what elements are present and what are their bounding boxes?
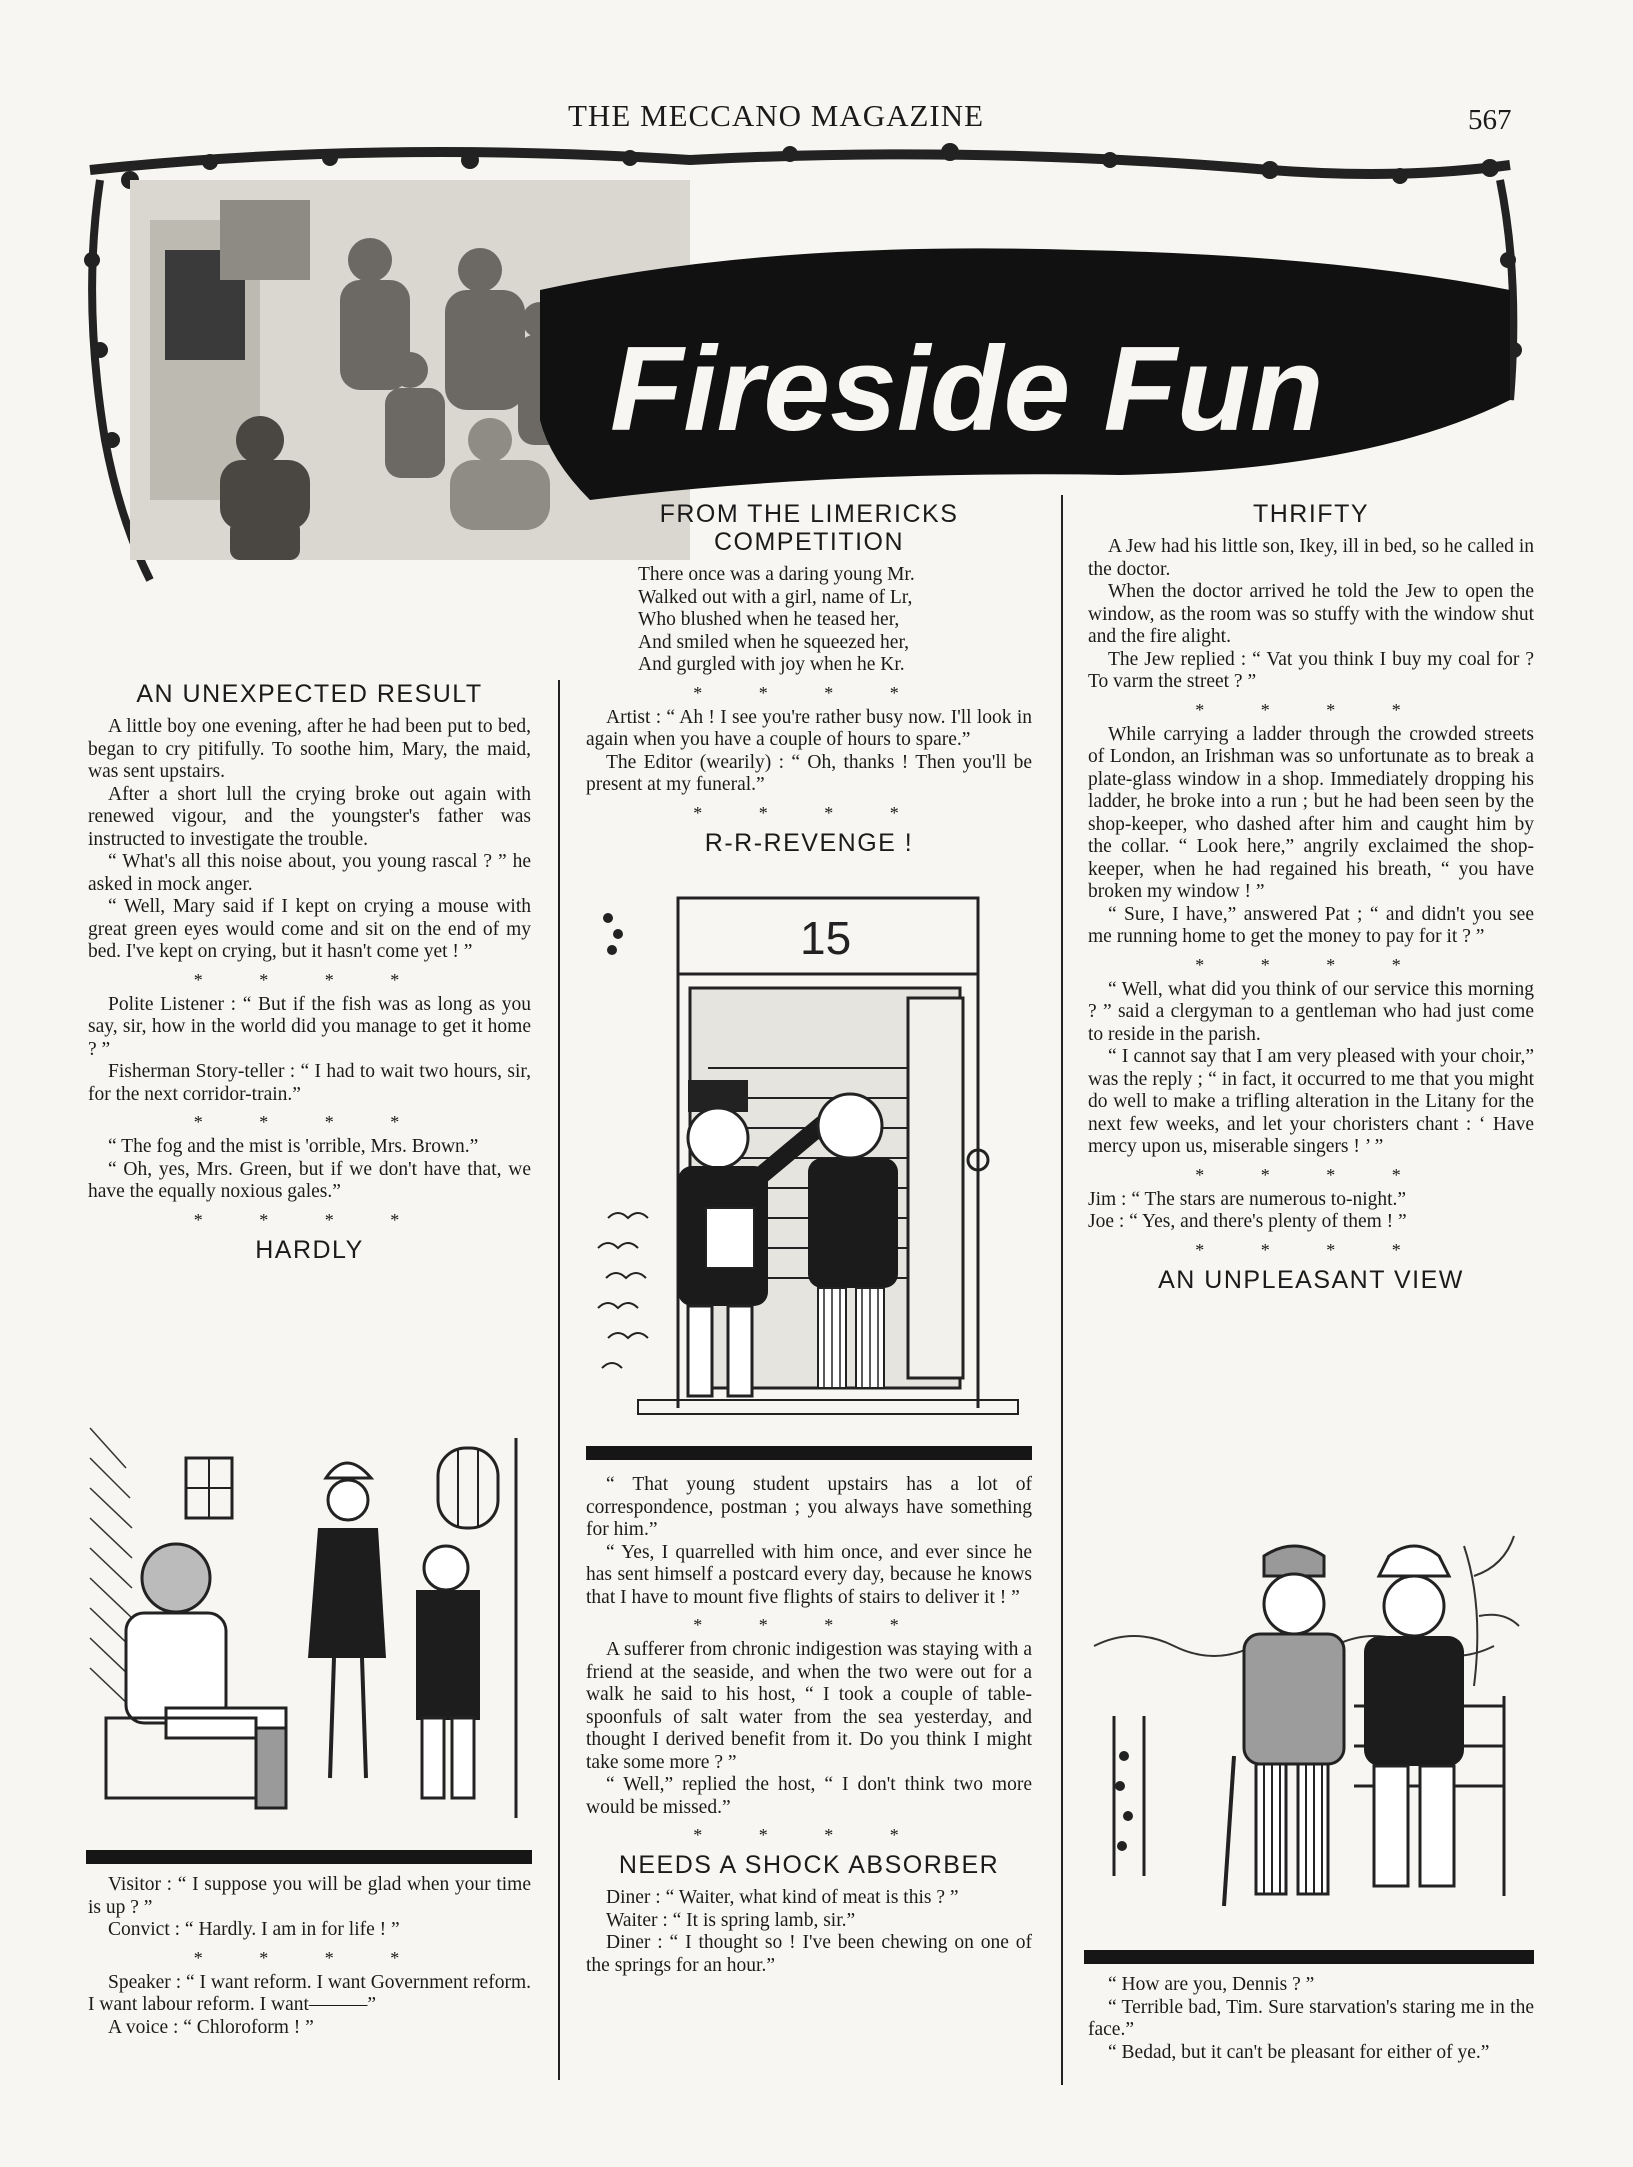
paragraph: Polite Listener : “ But if the fish was as long as you say, sir, how in the world did you manage to get it home ? ”	[88, 993, 531, 1060]
paragraph: When the doctor arrived he told the Jew to open the window, as the room was so stuffy with the window shut and the fire alight.	[1088, 581, 1534, 647]
section-separator: * * * *	[693, 802, 925, 823]
cartoon-caption-bar	[586, 1446, 1032, 1460]
paragraph: “ I cannot say that I am very pleased with your choir,” was the reply ; “ in fact, it occurred to me that you might do well to make a trifling alteration in the Litany for the next few weeks, and let your choristers chant : ‘ Have mercy upon us, miserable singers ! ’ ”	[1088, 1046, 1534, 1157]
paragraph: “ Yes, I quarrelled with him once, and ever since he has sent himself a postcard every day, because he knows that I have to mount five flights of stairs to deliver it ! ”	[586, 1541, 1032, 1608]
section-separator: * * * *	[193, 1947, 426, 1968]
paragraph: “ Well, what did you think of our service this morning ? ” said a clergyman to a gentleman who had just come to reside in the parish.	[1088, 978, 1534, 1045]
section-separator: * * * *	[193, 1112, 426, 1132]
limerick-verse	[586, 564, 1032, 677]
magazine-title: THE MECCANO MAGAZINE	[568, 98, 985, 133]
heading-hardly: HARDLY	[255, 1235, 364, 1264]
verse-line: There once was a daring young Mr.	[638, 564, 915, 585]
paragraph: A sufferer from chronic indigestion was staying with a friend at the seaside, and when the two were out for a walk he said to his host, “ I took a couple of table-spoonfuls of salt water from the sea yesterday, and thought I derived benefit from it. Do you think I might take some more ? ”	[586, 1639, 1032, 1773]
section-separator: * * * *	[1195, 699, 1427, 720]
column-2	[586, 494, 1032, 865]
heading-unexpected-result: AN UNEXPECTED RESULT	[136, 680, 483, 708]
heading-unpleasant-view: AN UNPLEASANT VIEW	[1158, 1265, 1464, 1294]
cartoon-unpleasant-view	[1084, 1516, 1536, 1936]
paragraph: “ Bedad, but it can't be pleasant for either of ye.”	[1108, 2041, 1490, 2063]
column-1	[88, 674, 531, 1272]
paragraph: “ The fog and the mist is 'orrible, Mrs. Brown.”	[108, 1136, 479, 1157]
section-separator: * * * *	[693, 1615, 925, 1635]
paragraph: “ Well,” replied the host, “ I don't think two more would be missed.”	[586, 1774, 1032, 1818]
paragraph: A voice : “ Chloroform ! ”	[108, 2016, 314, 2038]
page-number: 567	[1468, 104, 1512, 136]
heading-limericks: FROM THE LIMERICKS COMPETITION	[659, 500, 959, 556]
heading-thrifty: THRIFTY	[1252, 500, 1370, 528]
verse-line: And gurgled with joy when he Kr.	[638, 654, 905, 675]
paragraph: Jim : “ The stars are numerous to-night.”	[1088, 1188, 1407, 1210]
column-2-lower	[586, 1474, 1032, 1977]
paragraph: Joe : “ Yes, and there's plenty of them ! ”	[1088, 1211, 1407, 1232]
paragraph: “ Terrible bad, Tim. Sure starvation's staring me in the face.”	[1088, 1996, 1534, 2040]
paragraph: After a short lull the crying broke out again with renewed vigour, and the youngster's father was instructed to investigate the trouble.	[88, 783, 531, 850]
heading-shock-absorber: NEEDS A SHOCK ABSORBER	[618, 1851, 1000, 1879]
cartoon-caption-bar	[1084, 1950, 1534, 1964]
paragraph: Waiter : “ It is spring lamb, sir.”	[606, 1909, 856, 1931]
verse-line: Walked out with a girl, name of Lr,	[638, 586, 913, 608]
paragraph: Speaker : “ I want reform. I want Government reform. I want labour reform. I want———”	[88, 1971, 531, 2015]
cartoon-revenge	[578, 888, 1034, 1428]
paragraph: Fisherman Story-teller : “ I had to wait two hours, sir, for the next corridor-train.”	[88, 1061, 531, 1105]
paragraph: The Editor (wearily) : “ Oh, thanks ! Then you'll be present at my funeral.”	[586, 751, 1032, 795]
paragraph: Diner : “ I thought so ! I've been chewing on one of the springs for an hour.”	[586, 1932, 1032, 1976]
paragraph: Diner : “ Waiter, what kind of meat is this ? ”	[606, 1887, 959, 1908]
section-separator: * * * *	[693, 1825, 925, 1845]
verse-line: And smiled when he squeezed her,	[638, 631, 910, 653]
door-number: 15	[800, 912, 852, 964]
column-3	[1088, 494, 1534, 1302]
paragraph: Convict : “ Hardly. I am in for life ! ”	[108, 1919, 400, 1940]
section-separator: * * * *	[1195, 1239, 1427, 1260]
paragraph: “ Well, Mary said if I kept on crying a mouse with great green eyes would come and sit on the end of my bed. I've kept on crying, but it hasn't come yet ! ”	[88, 896, 531, 962]
section-separator: * * * *	[193, 969, 426, 990]
column-3-lower	[1088, 1974, 1534, 2064]
paragraph: A little boy one evening, after he had been put to bed, began to cry pitifully. To soothe him, Mary, the maid, was sent upstairs.	[88, 716, 531, 782]
paragraph: “ What's all this noise about, you young rascal ? ” he asked in mock anger.	[88, 851, 531, 895]
section-separator: * * * *	[1195, 1164, 1427, 1185]
cartoon-caption-bar	[86, 1850, 532, 1864]
cartoon-hardly	[86, 1418, 532, 1834]
paragraph: While carrying a ladder through the crowded streets of London, an Irishman was so unfortunate as to break a plate-glass window in a shop. Immediately dropping his ladder, he broke into a run ; but he had been seen by the shop-keeper, who dashed after him and caught him by the collar. “ Look here,” angrily exclaimed the shop-keeper, when he had regained his breath, “ you have broken my window ! ”	[1088, 723, 1534, 902]
banner-title: Fireside Fun	[610, 322, 1324, 456]
paragraph: “ Sure, I have,” answered Pat ; “ and didn't you see me running home to get the money to pay for it ? ”	[1088, 903, 1534, 947]
column-rule-right	[1061, 495, 1063, 2085]
heading-revenge: R-R-REVENGE !	[704, 828, 914, 857]
paragraph: “ Oh, yes, Mrs. Green, but if we don't have that, we have the equally noxious gales.”	[88, 1158, 531, 1202]
paragraph: Visitor : “ I suppose you will be glad when your time is up ? ”	[88, 1874, 531, 1918]
paragraph: “ How are you, Dennis ? ”	[1108, 1974, 1315, 1995]
section-separator: * * * *	[693, 682, 925, 703]
paragraph: A Jew had his little son, Ikey, ill in bed, so he called in the doctor.	[1088, 536, 1534, 580]
paragraph: “ That young student upstairs has a lot of correspondence, postman ; you always have something for him.”	[586, 1474, 1032, 1540]
paragraph: The Jew replied : “ Vat you think I buy my coal for ? To varm the street ? ”	[1088, 648, 1534, 692]
section-separator: * * * *	[193, 1209, 426, 1230]
verse-line: Who blushed when he teased her,	[638, 609, 900, 630]
paragraph: Artist : “ Ah ! I see you're rather busy now. I'll look in again when you have a couple of hours to spare.”	[586, 706, 1032, 750]
column-rule-left	[558, 680, 560, 2080]
section-separator: * * * *	[1195, 954, 1427, 975]
column-1-lower	[88, 1874, 531, 2039]
